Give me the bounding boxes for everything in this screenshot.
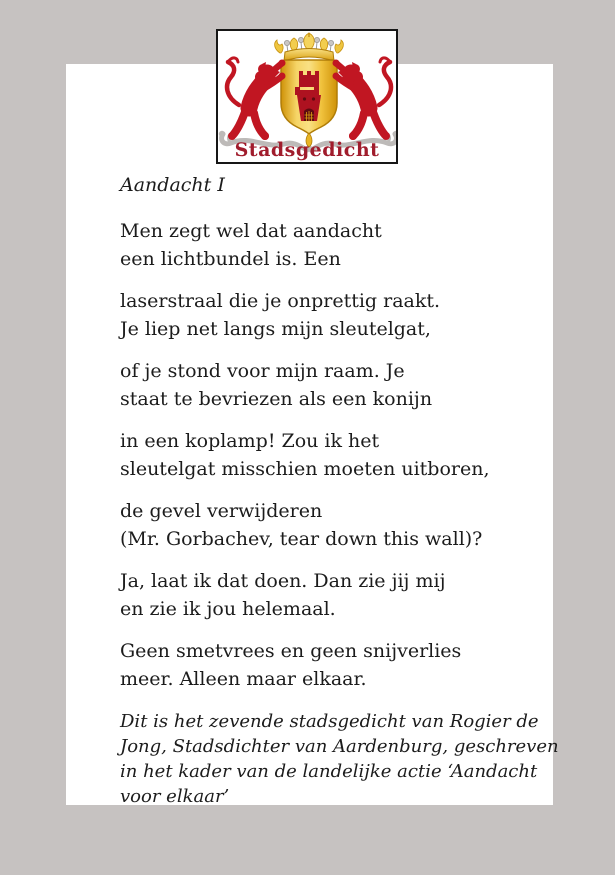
stadsgedicht-logo <box>216 29 398 164</box>
poem-line: de gevel verwijderen <box>120 500 323 522</box>
stanza <box>120 287 559 343</box>
colophon-line: voor elkaar’ <box>120 786 230 807</box>
poem-line: staat te bevriezen als een konijn <box>120 388 433 410</box>
poem-body <box>120 171 559 809</box>
colophon-line: Dit is het zevende stadsgedicht van Rogier de <box>120 711 539 732</box>
poem-line: Men zegt wel dat aandacht <box>120 220 382 242</box>
poem-line: Je liep net langs mijn sleutelgat, <box>120 318 431 340</box>
poem-line: of je stond voor mijn raam. Je <box>120 360 405 382</box>
poem-line: en zie ik jou helemaal. <box>120 598 336 620</box>
logo-caption: Stadsgedicht <box>234 139 380 161</box>
stanza <box>120 637 559 693</box>
poem-line: Geen smetvrees en geen snijverlies <box>120 640 462 662</box>
stanza <box>120 497 559 553</box>
stanza <box>120 427 559 483</box>
lion-right-icon <box>333 58 391 140</box>
poem-line: een lichtbundel is. Een <box>120 248 341 270</box>
colophon-line: Jong, Stadsdichter van Aardenburg, geschreven <box>120 736 559 757</box>
colophon <box>120 709 559 809</box>
stanza <box>120 567 559 623</box>
poem-line: meer. Alleen maar elkaar. <box>120 668 367 690</box>
poem-line: laserstraal die je onprettig raakt. <box>120 290 441 312</box>
lion-left-icon <box>227 58 285 140</box>
poem-line: Ja, laat ik dat doen. Dan zie jij mij <box>120 570 446 592</box>
crown-icon <box>275 33 344 61</box>
poem-line: in een koplamp! Zou ik het <box>120 430 380 452</box>
stanza <box>120 217 559 273</box>
stanza <box>120 357 559 413</box>
poem-title: Aandacht I <box>120 174 225 196</box>
colophon-line: in het kader van de landelijke actie ‘Aandacht <box>120 761 538 782</box>
poem-line: sleutelgat misschien moeten uitboren, <box>120 458 490 480</box>
poem-line: (Mr. Gorbachev, tear down this wall)? <box>120 528 483 550</box>
document-page <box>66 64 559 807</box>
